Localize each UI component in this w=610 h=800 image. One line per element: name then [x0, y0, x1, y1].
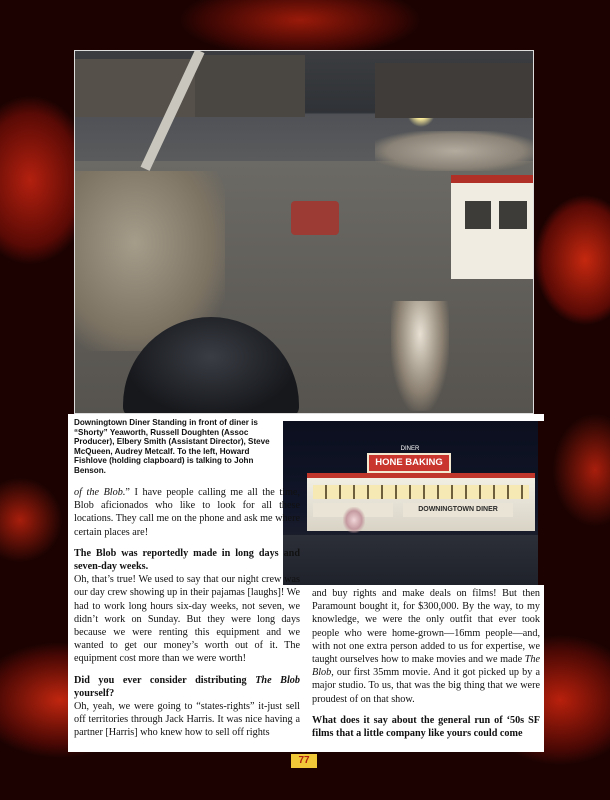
interview-answer: Oh, yeah, we were going to “states-rights” it-just sell off territories through Jack Harris. It was nice having a partner [Harris] who knew how to sell off rights: [74, 701, 300, 739]
walking-couple: [391, 301, 449, 411]
diner-name-text: DOWNINGTOWN DINER: [418, 506, 498, 513]
interview-question: The Blob was reportedly made in long days and seven-day weeks.: [74, 547, 300, 573]
answer-text: , our first 35mm movie. And it got picked up by a major studio. To us, that was the big thing that we were proudest of on that show.: [312, 667, 540, 705]
diner-street-scene-photo: [74, 50, 534, 414]
film-title: of the Blob.: [74, 487, 126, 498]
question-text: Did you ever consider distributing: [74, 674, 256, 686]
camera-dolly: [291, 201, 339, 235]
background-building: [195, 55, 305, 117]
film-title: The Blob: [255, 674, 300, 686]
crowd: [375, 131, 534, 171]
diner-name-band: [403, 503, 513, 517]
answer-text: and buy rights and make deals on films! But then Paramount bought it, for $300,000. By the way, to my knowledge, we were the only outfit that ever took people who were home-grown—16mm people—and, with not one extra person added to us for expertise, we taught ourselves how to make movies and we made: [312, 588, 540, 666]
background-building: [375, 63, 534, 118]
diner-windows: [313, 485, 529, 499]
diner-window: [465, 201, 491, 229]
diner-night-photo: [283, 421, 538, 585]
diner-building: [307, 473, 535, 531]
running-figure: [343, 507, 365, 533]
interview-answer: [312, 587, 540, 706]
diner-sign-text: HONE BAKING: [375, 457, 443, 468]
interview-question: What does it say about the general run of ‘50s SF films that a little company like yours could come: [312, 714, 540, 740]
article-column-right: [312, 587, 540, 740]
diner-sign: [367, 453, 451, 473]
diner-window: [499, 201, 527, 229]
article-column-left: [74, 486, 300, 740]
diner-small-sign: [395, 445, 425, 454]
photo-caption: Downingtown Diner Standing in front of diner is “Shorty” Yeaworth, Russell Doughten (Assoc Producer), Elbery Smith (Assistant Director), Steve McQueen, Audrey Metcalf. To the left, Howard Fishlove (holding clapboard) is talking to John Benson.: [74, 418, 270, 475]
interview-answer: Oh, that’s true! We used to say that our night crew was our day crew showing up in their pajamas [laughs]! We had to work long hours six-day weeks, not seven, we didn’t work on Sunday. But they were long days because we were renting this equipment and we wanted to get our money’s worth out of it. The equipment cost more than we were worth!: [74, 574, 300, 665]
page-number: 77: [291, 754, 317, 768]
paragraph-text: ” I have people calling me all the time, Blob aficionados who like to look for all these locations. They call me on the phone and ask me where certain places are!: [74, 487, 300, 538]
interview-question: [74, 674, 300, 700]
parking-lot: [283, 535, 538, 585]
paragraph: [74, 486, 300, 539]
question-text: yourself?: [74, 687, 115, 699]
diner-small-sign-text: DINER: [400, 446, 420, 452]
film-title: The Blob: [312, 654, 540, 679]
